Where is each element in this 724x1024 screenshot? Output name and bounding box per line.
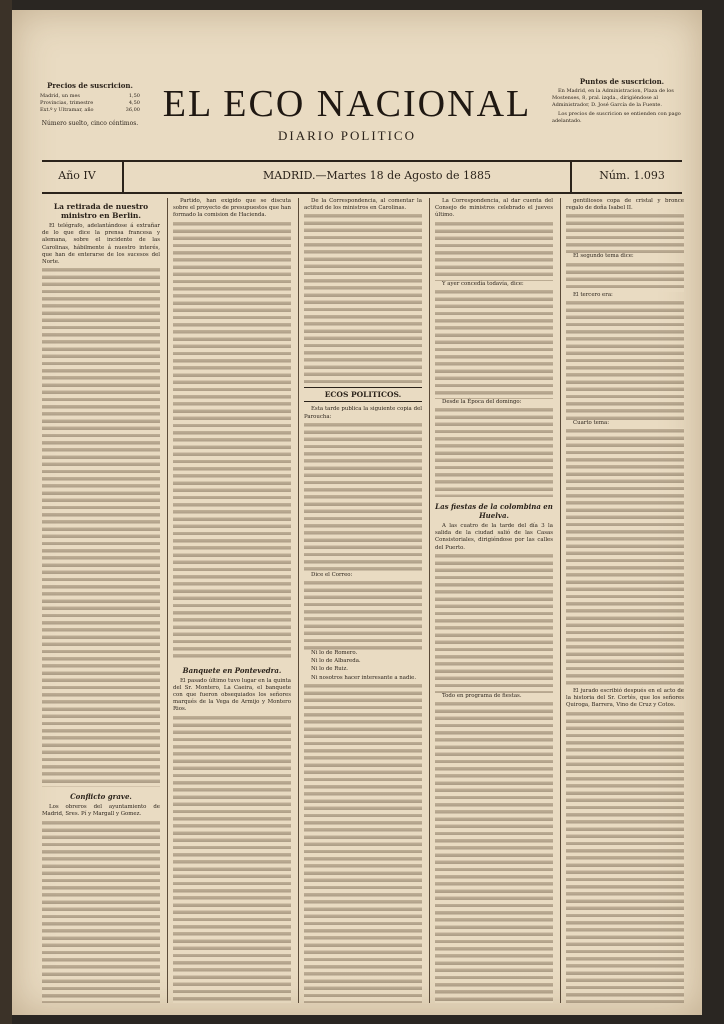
price-label: Ext.º y Ultramar, año xyxy=(40,107,94,113)
article-text: Ni lo de Albareda. xyxy=(311,658,361,665)
body-text-lines xyxy=(566,300,684,420)
body-text-lines xyxy=(304,422,422,572)
body-text-lines xyxy=(435,221,553,281)
body-text-lines xyxy=(566,213,684,253)
price-label: Madrid, un mes xyxy=(40,93,80,99)
newspaper-page xyxy=(12,10,702,1015)
article-text: Los obreros del ayuntamiento de Madrid, Sres. Pí y Margall y Gomez. xyxy=(42,804,160,818)
article-text: A las cuatro de la tarde del día 3 la salida de la ciudad salió de las Casas Consistoriales, dirigiéndose por las calles del Puerto. xyxy=(435,523,553,551)
column-5 xyxy=(566,198,684,1003)
article-heading: Conflicto grave. xyxy=(70,792,132,802)
body-text-lines xyxy=(304,580,422,650)
article-text: La Correspondencia, al dar cuenta del Consejo de ministros celebrado el jueves último. xyxy=(435,198,553,219)
masthead xyxy=(12,10,702,158)
article-text: El jurado escribió después en el acto de la historia del Sr. Cortés, que los señores Quiroga, Barrera, Vino de Cruz y Cotos. xyxy=(566,688,684,709)
subscription-prices-box xyxy=(40,82,140,127)
column-2 xyxy=(173,198,291,1003)
body-text-lines xyxy=(566,428,684,688)
article-text: Partido, han exigido que se discuta sobre el proyecto de presupuestos que han formado la comision de Hacienda. xyxy=(173,198,291,219)
article-heading: Las fiestas de la colombina en Huelva. xyxy=(435,502,553,521)
body-text-lines xyxy=(566,262,684,292)
single-issue-price: Número suelto, cinco céntimos. xyxy=(41,120,139,127)
body-text-lines xyxy=(304,213,422,383)
article-text: El tercero era: xyxy=(573,291,613,298)
subscription-points-box xyxy=(552,78,692,127)
body-text-lines xyxy=(435,553,553,693)
article-text: De la Correspondencia, al comentar la actitud de los ministros en Carolinas. xyxy=(304,198,422,212)
column-rule xyxy=(560,198,561,1003)
column-3 xyxy=(304,198,422,1003)
price-label: Provincias, trimestre xyxy=(40,100,94,106)
article-text: Dice el Correo: xyxy=(311,571,353,578)
article-text: Ni nosotros hacer interesante a nadie. xyxy=(311,674,417,681)
body-text-lines xyxy=(42,820,160,1003)
newspaper-subtitle: DIARIO POLITICO xyxy=(278,128,416,143)
article-text: Y ayer concedía todavía, dice: xyxy=(442,280,524,287)
column-rule xyxy=(429,198,430,1003)
issue-date: MADRID.—Martes 18 de Agosto de 1885 xyxy=(262,169,492,182)
body-text-lines xyxy=(435,701,553,1003)
body-text-lines xyxy=(173,221,291,661)
body-text-lines xyxy=(435,289,553,399)
article-text: gentiliosos copa de cristal y bronce regalo de doña Isabel II. xyxy=(566,198,684,212)
article-text: Cuarto tema: xyxy=(573,419,610,426)
body-text-lines xyxy=(566,711,684,1003)
subscription-points-text: En Madrid, en la Administracion, Plaza de los Mostenses, 8, pral. izqda., dirigiéndose al Administrador, D. José García de la Fuente. xyxy=(552,88,674,108)
price-value: 36,00 xyxy=(125,107,140,113)
article-text: Desde la Época del domingo: xyxy=(442,398,522,405)
column-1 xyxy=(42,198,160,1003)
article-heading: Banquete en Pontevedra. xyxy=(182,665,282,675)
column-4 xyxy=(435,198,553,1003)
dateline-divider xyxy=(122,162,124,192)
dateline-divider xyxy=(570,162,572,192)
price-row xyxy=(40,100,140,107)
price-value: 1,50 xyxy=(128,93,140,99)
column-rule xyxy=(167,198,168,1003)
article-columns xyxy=(42,198,682,1003)
article-text: Esta tarde publica la siguiente copia del Paroucha: xyxy=(304,406,422,420)
subscription-points-text: Los precios de suscricion se entienden con pago adelantado. xyxy=(552,111,681,124)
newspaper-title: EL ECO NACIONAL xyxy=(162,83,532,125)
body-text-lines xyxy=(173,715,291,1003)
price-row xyxy=(40,107,140,114)
article-text: El telégrafo, adelantándose á extrañar de lo que dice la prensa francesa y alemana, sobre el incidente de las Carolinas, hábilmente á nuestro interés, que han de enterarse de los sucesos del Norte. xyxy=(42,223,160,266)
article-text: El segundo tema dice: xyxy=(573,253,634,260)
article-text: Ni lo de Ruiz. xyxy=(311,666,349,673)
article-heading: La retirada de nuestro ministro en Berlin. xyxy=(53,202,149,220)
price-value: 4,50 xyxy=(128,100,140,106)
scan-binding-edge xyxy=(0,0,12,1024)
section-heading: ECOS POLITICOS. xyxy=(304,387,422,402)
body-text-lines xyxy=(304,683,422,1003)
body-text-lines xyxy=(435,407,553,497)
article-text: El pasado último tuvo lugar en la quinta del Sr. Montero, La Caeira, el banquete con que fueron obsequiados los señores marqués de la Vega de Armijo y Montero Rios. xyxy=(173,677,291,713)
subscription-prices-heading: Precios de suscricion. xyxy=(47,81,133,90)
body-text-lines xyxy=(42,267,160,787)
issue-number: Núm. 1.093 xyxy=(599,169,665,182)
subscription-points-heading: Puntos de suscricion. xyxy=(579,77,665,86)
price-row xyxy=(40,93,140,100)
article-text: Ni lo de Romero. xyxy=(311,650,358,657)
article-text: Todo en programa de fiestas. xyxy=(442,692,522,699)
dateline-bar xyxy=(42,160,682,194)
column-rule xyxy=(298,198,299,1003)
volume-year: Año IV xyxy=(58,169,96,182)
